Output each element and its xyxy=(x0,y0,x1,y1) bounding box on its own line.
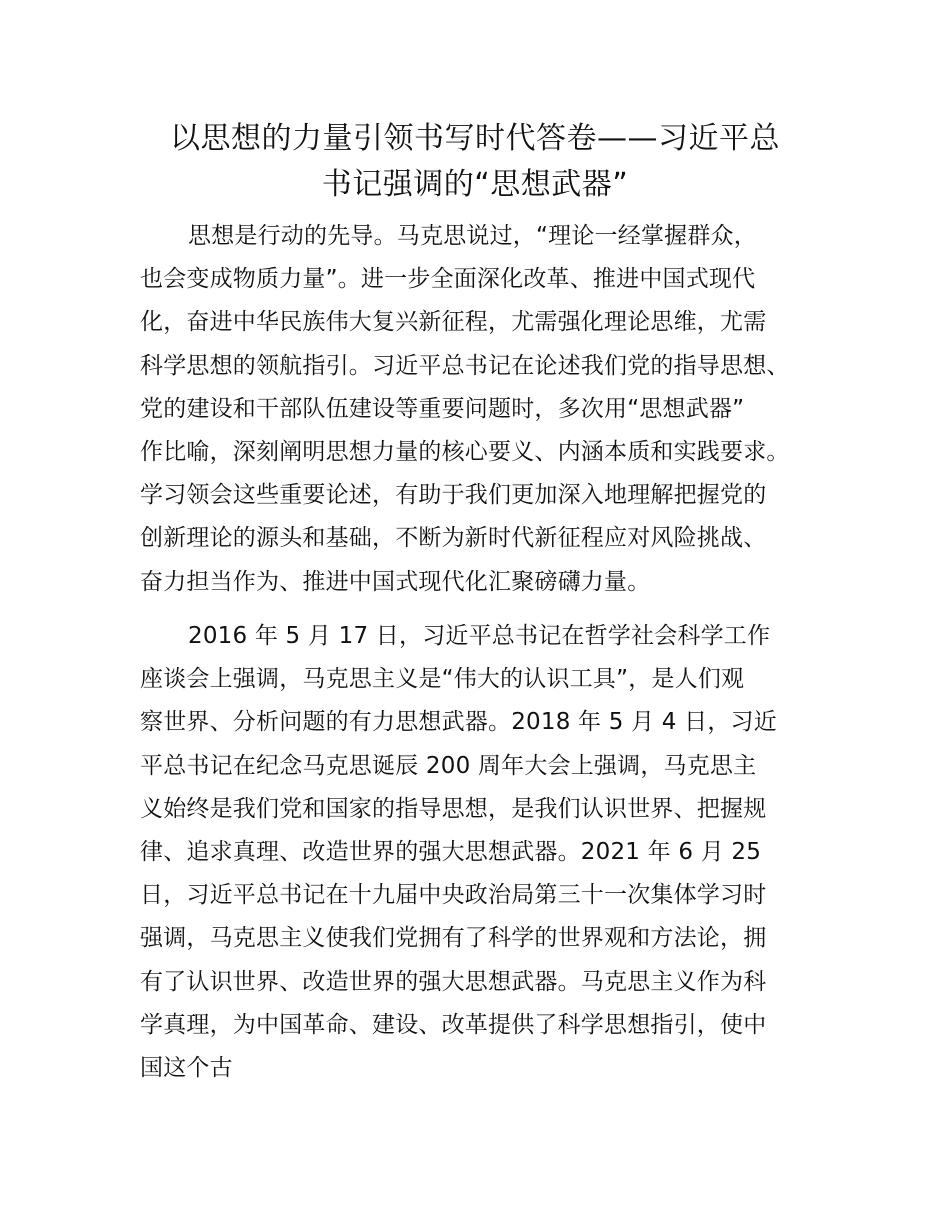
text-line: 察世界、分析问题的有力思想武器。2018 年 5 月 4 日，习近 xyxy=(140,709,777,736)
text-line: 也会变成物质力量”。进一步全面深化改革、推进中国式现代 xyxy=(140,266,756,293)
text-line: 党的建设和干部队伍建设等重要问题时，多次用“思想武器” xyxy=(140,395,745,422)
text-line: 有了认识世界、改造世界的强大思想武器。马克思主义作为科 xyxy=(140,968,767,995)
text-line: 座谈会上强调，马克思主义是“伟大的认识工具”，是人们观 xyxy=(140,666,745,693)
text-line: 化，奋进中华民族伟大复兴新征程，尤需强化理论思维，尤需 xyxy=(140,309,767,336)
title-line: 以思想的力量引领书写时代答卷——习近平总 xyxy=(170,121,780,156)
document-title xyxy=(120,116,830,208)
text-line: 国这个古 xyxy=(140,1055,233,1082)
text-line: 创新理论的源头和基础，不断为新时代新征程应对风险挑战、 xyxy=(140,525,767,552)
text-line: 日，习近平总书记在十九届中央政治局第三十一次集体学习时 xyxy=(140,882,767,909)
text-line: 学真理，为中国革命、建设、改革提供了科学思想指引，使中 xyxy=(140,1011,767,1038)
text-line: 思想是行动的先导。马克思说过，“理论一经掌握群众， xyxy=(188,223,757,249)
text-line: 义始终是我们党和国家的指导思想，是我们认识世界、把握规 xyxy=(140,795,767,822)
title-line: 书记强调的“思想武器” xyxy=(321,167,629,202)
text-line: 2016 年 5 月 17 日，习近平总书记在哲学社会科学工作 xyxy=(188,623,771,649)
text-line: 学习领会这些重要论述，有助于我们更加深入地理解把握党的 xyxy=(140,482,767,509)
text-line: 奋力担当作为、推进中国式现代化汇聚磅礴力量。 xyxy=(140,568,651,595)
text-line: 作比喻，深刻阐明思想力量的核心要义、内涵本质和实践要求。 xyxy=(140,439,790,466)
text-line: 强调，马克思主义使我们党拥有了科学的世界观和方法论，拥 xyxy=(140,925,767,952)
text-line: 科学思想的领航指引。习近平总书记在论述我们党的指导思想、 xyxy=(140,352,790,379)
paragraph-1 xyxy=(140,215,830,604)
paragraph-2 xyxy=(140,615,830,1090)
text-line: 平总书记在纪念马克思诞辰 200 周年大会上强调，马克思主 xyxy=(140,752,757,779)
text-line: 律、追求真理、改造世界的强大思想武器。2021 年 6 月 25 xyxy=(140,839,762,866)
